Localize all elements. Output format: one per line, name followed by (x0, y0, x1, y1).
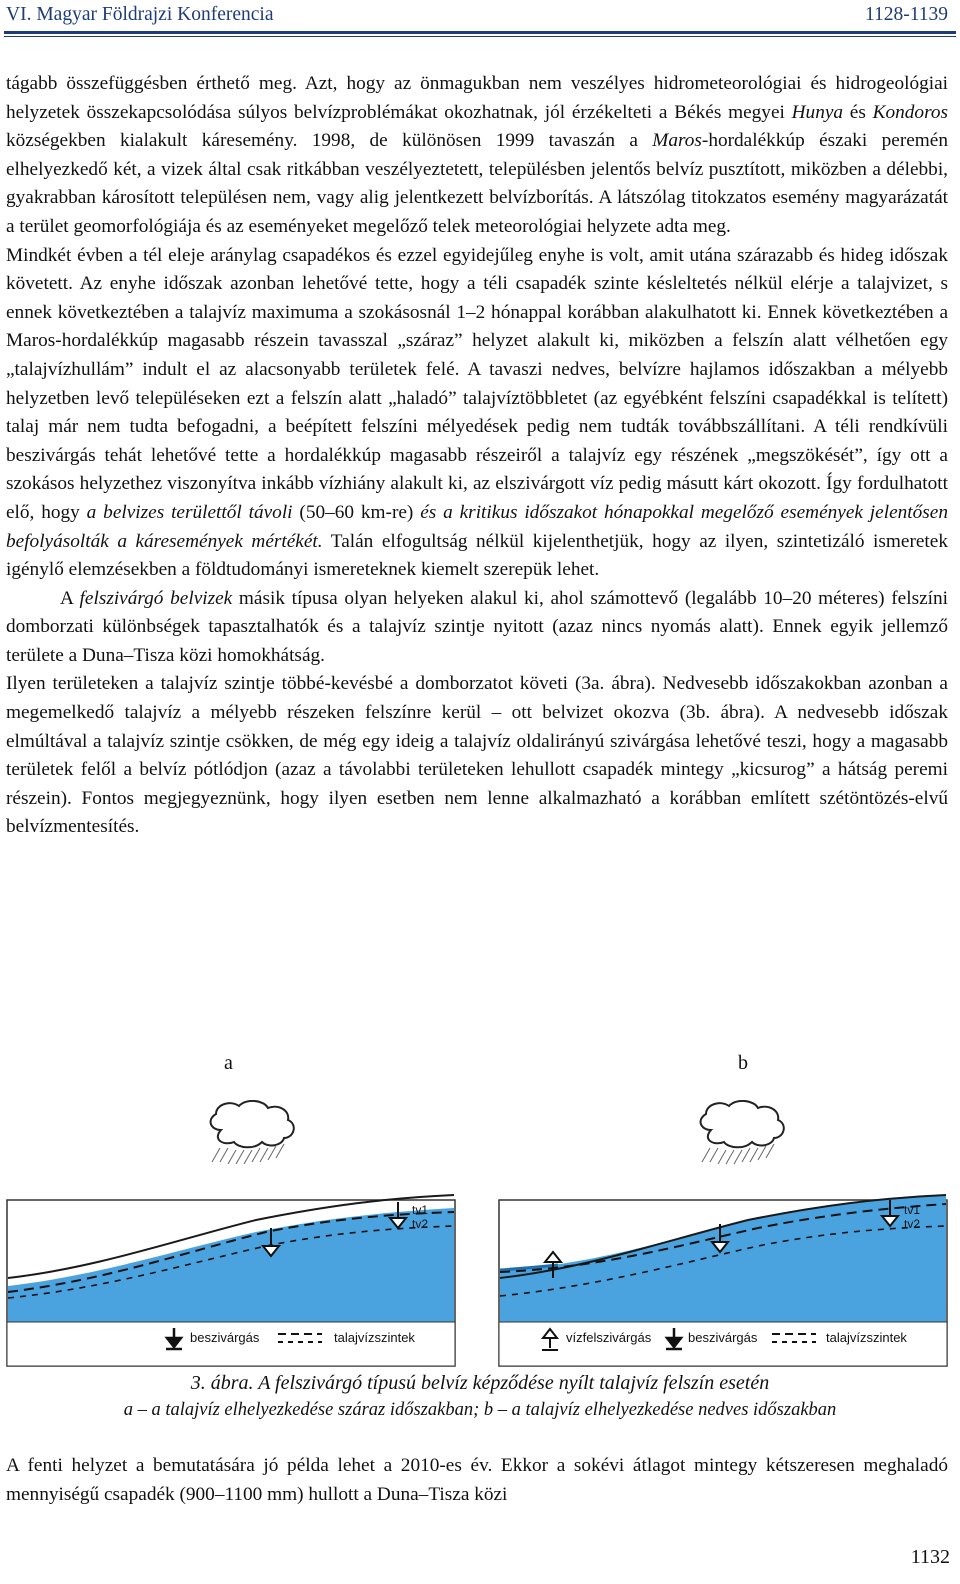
text-run: (50–60 km-re) (292, 501, 421, 523)
conference-title: VI. Magyar Földrajzi Konferencia (6, 4, 274, 25)
legend-groundwater-b: talajvízszintek (826, 1330, 907, 1345)
paragraph-4 (6, 670, 948, 842)
legend-infiltration-a: beszivárgás (190, 1330, 260, 1345)
figure-label-a: a (224, 1052, 233, 1074)
paragraph-3 (6, 585, 948, 671)
page-number: 1132 (910, 1546, 950, 1568)
label-tv2-a: tv2 (412, 1217, 429, 1231)
header-rule (4, 31, 956, 34)
italic-text-run: a belvizes területtől távoli (86, 501, 293, 523)
italic-text-run: és a kritikus időszakot hónapokkal megelőző események jelentősen befolyásolták a káresemények mértékét. (6, 501, 948, 552)
italic-text-run: Kondoros (872, 101, 948, 123)
text-run: A fenti helyzet a bemutatására jó példa lehet a 2010-es év. Ekkor a sokévi átlagot mintegy kétszeresen meghaladó mennyiségű csapadék (900–1100 mm) hullott a Duna–Tisza közi (6, 1455, 948, 1505)
text-run: Mindkét évben a tél eleje aránylag csapadékos és ezzel egyidejűleg enyhe is volt, amit utána szárazabb és hideg időszak követett. Az enyhe időszak azonban lehetővé tette, hogy a téli csapadék szinte késleltetés nélkül elérje a talajvizet, s ennek következtében a talajvíz maximuma a szokásosnál 1–2 hónappal korábban alakulhatott ki. Ennek következtében a Maros-hordalékkúp magasabb részein tavasszal „száraz” helyzet alakult ki, miközben a felszín alatt vélhetően egy „talajvízhullám” indult el az alacsonyabb területek felé. A tavaszi nedves, belvízre hajlamos időszakban a mélyebb helyzetben levő településeken ezt a felszín alatt „haladó” talajvíztöbbletet (az egyébként felszíni csapadékkal is telített) talaj már nem tudta befogadni, a beépített felszíni mélyedések pedig nem tudták továbbszállítani. A téli rendkívüli beszivárgás tehát lehetővé tette a hordalékkúp magasabb részeiről a talajvíz egy részének „megszökését”, így ott a szokásos helyzethez viszonyítva inkább vízhiány alakult ki, az elszivárgott víz pedig másutt kárt okozott. Így fordulhatott elő, hogy (6, 244, 948, 523)
figure-label-b: b (738, 1052, 748, 1074)
panel-a-diagram (6, 1100, 458, 1368)
text-run: Talán elfogultság nélkül kijelenthetjük, hogy az ilyen, szintetizáló ismeretek igénylő elemzésekben a földtudományi ismereteknek kiemelt szerepük lehet. (6, 530, 948, 581)
text-run: tágabb összefüggésben érthető meg. Azt, hogy az önmagukban nem veszélyes hidrometeorológiai és hidrogeológiai helyzetek összekapcsolódása súlyos belvízproblémákat okozhatnak, jól érzékelteti a Békés megyei (6, 73, 948, 123)
label-tv2-b: tv2 (904, 1217, 921, 1231)
text-run: és (843, 101, 873, 123)
legend-infiltration-b: beszivárgás (688, 1330, 758, 1345)
italic-text-run: Maros (652, 130, 702, 152)
legend-groundwater-a: talajvízszintek (334, 1330, 415, 1345)
main-text-bottom (6, 1452, 948, 1509)
panel-a (6, 1100, 458, 1368)
legend-upwelling-b: vízfelszivárgás (566, 1330, 652, 1345)
paragraph-1 (6, 70, 948, 242)
panel-b (498, 1100, 950, 1368)
text-run: másik típusa olyan helyeken alakul ki, ahol számottevő (legalább 10–20 méteres) felszíni domborzati különbségek tapasztalhatók és a talajvíz szintje nyitott (azaz nincs nyomás alatt). Ennek egyik jellemző területe a Duna–Tisza közi homokhátság. (6, 587, 948, 666)
cloud-a (211, 1101, 294, 1164)
text-run: községekben kialakult káresemény. 1998, de különösen 1999 tavaszán a (6, 130, 653, 152)
paragraph-5 (6, 1452, 948, 1509)
main-text-top (6, 70, 948, 842)
page-range: 1128-1139 (864, 4, 948, 25)
label-tv1-b: tv1 (904, 1203, 921, 1217)
italic-text-run: Hunya (791, 101, 844, 123)
cloud-b (701, 1101, 784, 1164)
panel-b-diagram (498, 1100, 950, 1368)
running-header (6, 2, 954, 32)
italic-text-run: felszivárgó belvizek (79, 587, 233, 609)
label-tv1-a: tv1 (412, 1203, 429, 1217)
text-run: A (60, 587, 80, 609)
figure-3 (6, 1100, 952, 1368)
figure-caption-title: 3. ábra. A felszivárgó típusú belvíz képződése nyílt talajvíz felszín esetén (190, 1372, 770, 1394)
text-run: -hordalékkúp északi peremén elhelyezkedő két, a vizek által csak ritkábban veszélyeztetett, településben jelentős belvíz pusztított, miközben a délebbi, gyakrabban károsított településen nem, vagy alig jelentkezett belvízborítás. A látszólag titokzatos esemény magyarázatát a terület geomorfológiája és az eseményeket megelőző telek meteorológiai helyzete adta meg. (6, 130, 948, 237)
header-rule-thin (4, 36, 956, 37)
paragraph-2 (6, 242, 948, 585)
figure-caption-subtitle: a – a talajvíz elhelyezkedése száraz időszakban; b – a talajvíz elhelyezkedése nedves időszakban (123, 1400, 837, 1420)
text-run: Ilyen területeken a talajvíz szintje többé-kevésbé a domborzatot követi (3a. ábra). Nedvesebb időszakokban azonban a megemelkedő talajvíz a mélyebb részeken felszínre kerül – ott belvizet okozva (3b. ábra). A nedvesebb időszak elmúltával a talajvíz szintje csökken, de még egy ideig a talajvíz oldalirányú szivárgása lehetővé teszi, hogy a magasabb területek felől a belvíz pótlódjon (azaz a távolabbi területeken lehullott csapadék mintegy „kicsurog” a hátság peremi részein). Fontos megjegyeznünk, hogy ilyen esetben nem lenne alkalmazható a korábban említett szétöntözés-elvű belvízmentesítés. (6, 673, 948, 838)
